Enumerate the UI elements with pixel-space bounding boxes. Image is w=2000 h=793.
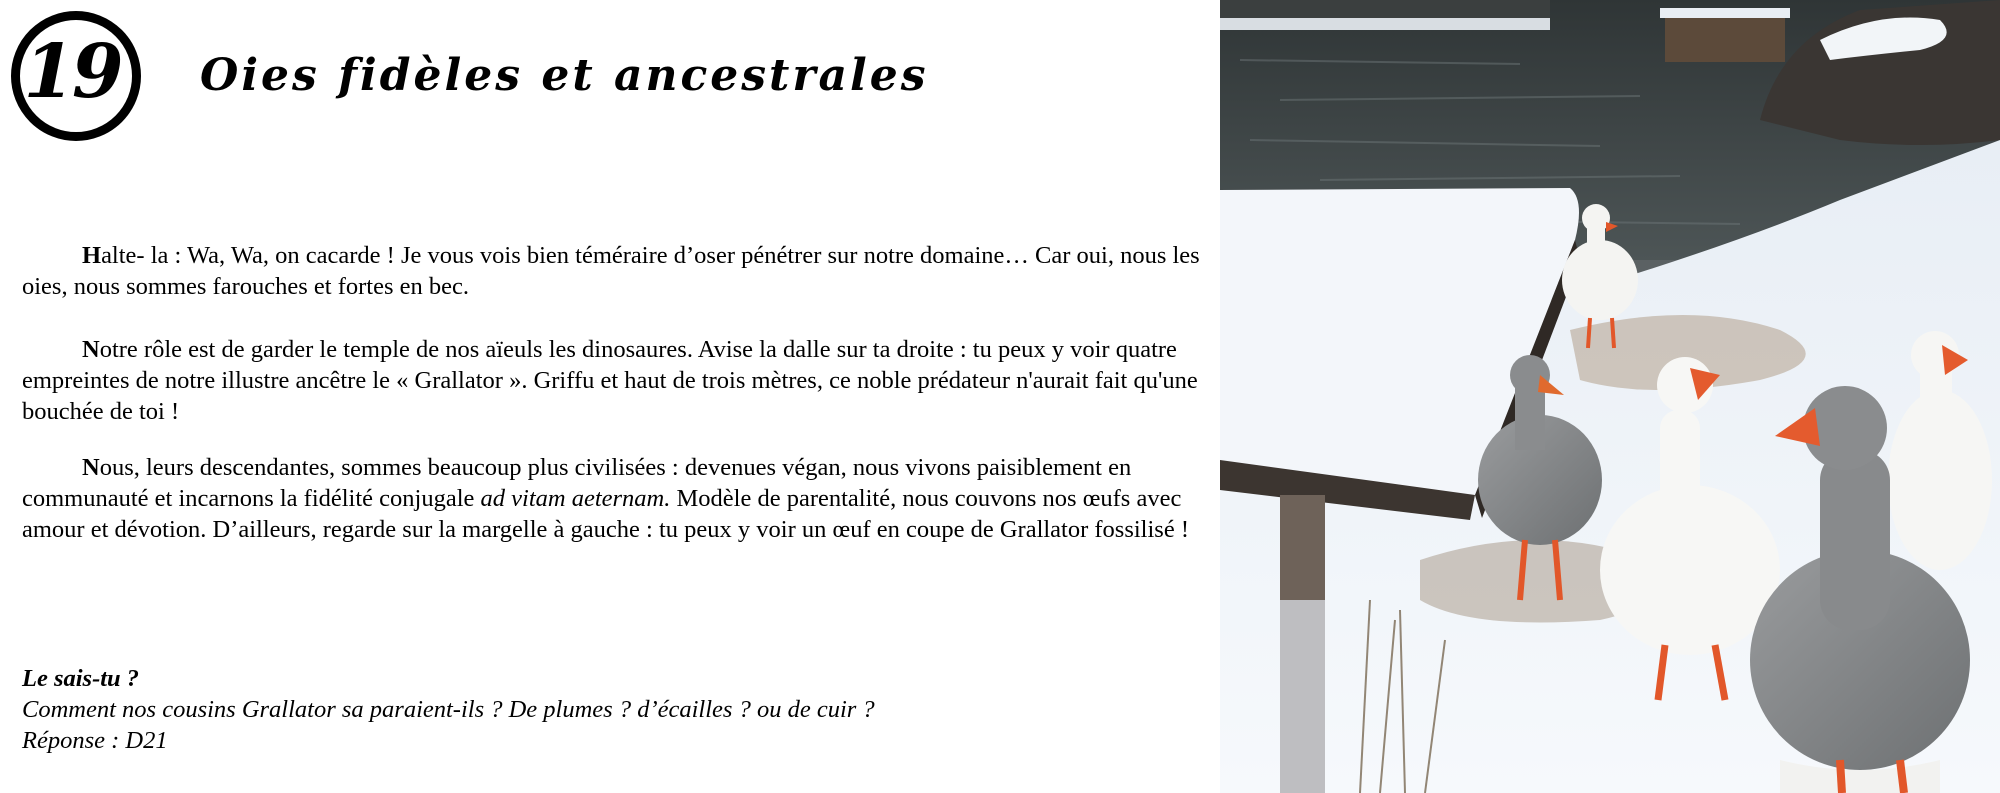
paragraph-text: alte- la : Wa, Wa, on cacarde ! Je vous vois bien téméraire d’oser pénétrer sur notre domaine… Car oui, nous les oies, nous sommes farouches et fortes en bec. bbox=[22, 242, 1200, 300]
drop-initial: N bbox=[82, 336, 100, 363]
paragraph-3 bbox=[22, 452, 1212, 545]
paragraph-text: Modèle de parentalité, nous couvons nos œufs avec amour et dévotion. D’ailleurs, regarde sur la margelle à gauche : tu peux y voir un œuf en coupe de Grallator fossilisé ! bbox=[22, 485, 1189, 543]
did-you-know-box bbox=[22, 663, 875, 756]
did-you-know-question: Comment nos cousins Grallator sa paraient-ils ? De plumes ? d’écailles ? ou de cuir ? bbox=[22, 696, 875, 723]
paragraph-text: ous, leurs descendantes, sommes beaucoup plus civilisées : devenues végan, nous vivons paisiblement en communauté et incarnons la fidélité conjugale bbox=[22, 454, 1132, 512]
paragraph-1 bbox=[22, 240, 1212, 302]
paragraph-text: otre rôle est de garder le temple de nos aïeuls les dinosaures. Avise la dalle sur ta droite : tu peux y voir quatre empreintes de notre illustre ancêtre le « Grallator ». Griffu et haut de trois mètres, ce noble prédateur n'aurait fait qu'une bouchée de toi ! bbox=[22, 336, 1198, 425]
did-you-know-answer: Réponse : D21 bbox=[22, 727, 168, 754]
paragraph-2 bbox=[22, 334, 1212, 427]
latin-phrase: ad vitam aeternam. bbox=[480, 485, 671, 512]
drop-initial: H bbox=[82, 242, 102, 269]
badge-number: 19 bbox=[23, 29, 121, 115]
number-badge bbox=[11, 11, 141, 141]
drop-initial: N bbox=[82, 454, 100, 481]
did-you-know-title: Le sais-tu ? bbox=[22, 665, 140, 692]
page-title: Oies fidèles et ancestrales bbox=[200, 50, 929, 101]
geese-in-snow-photo bbox=[1220, 0, 2000, 793]
